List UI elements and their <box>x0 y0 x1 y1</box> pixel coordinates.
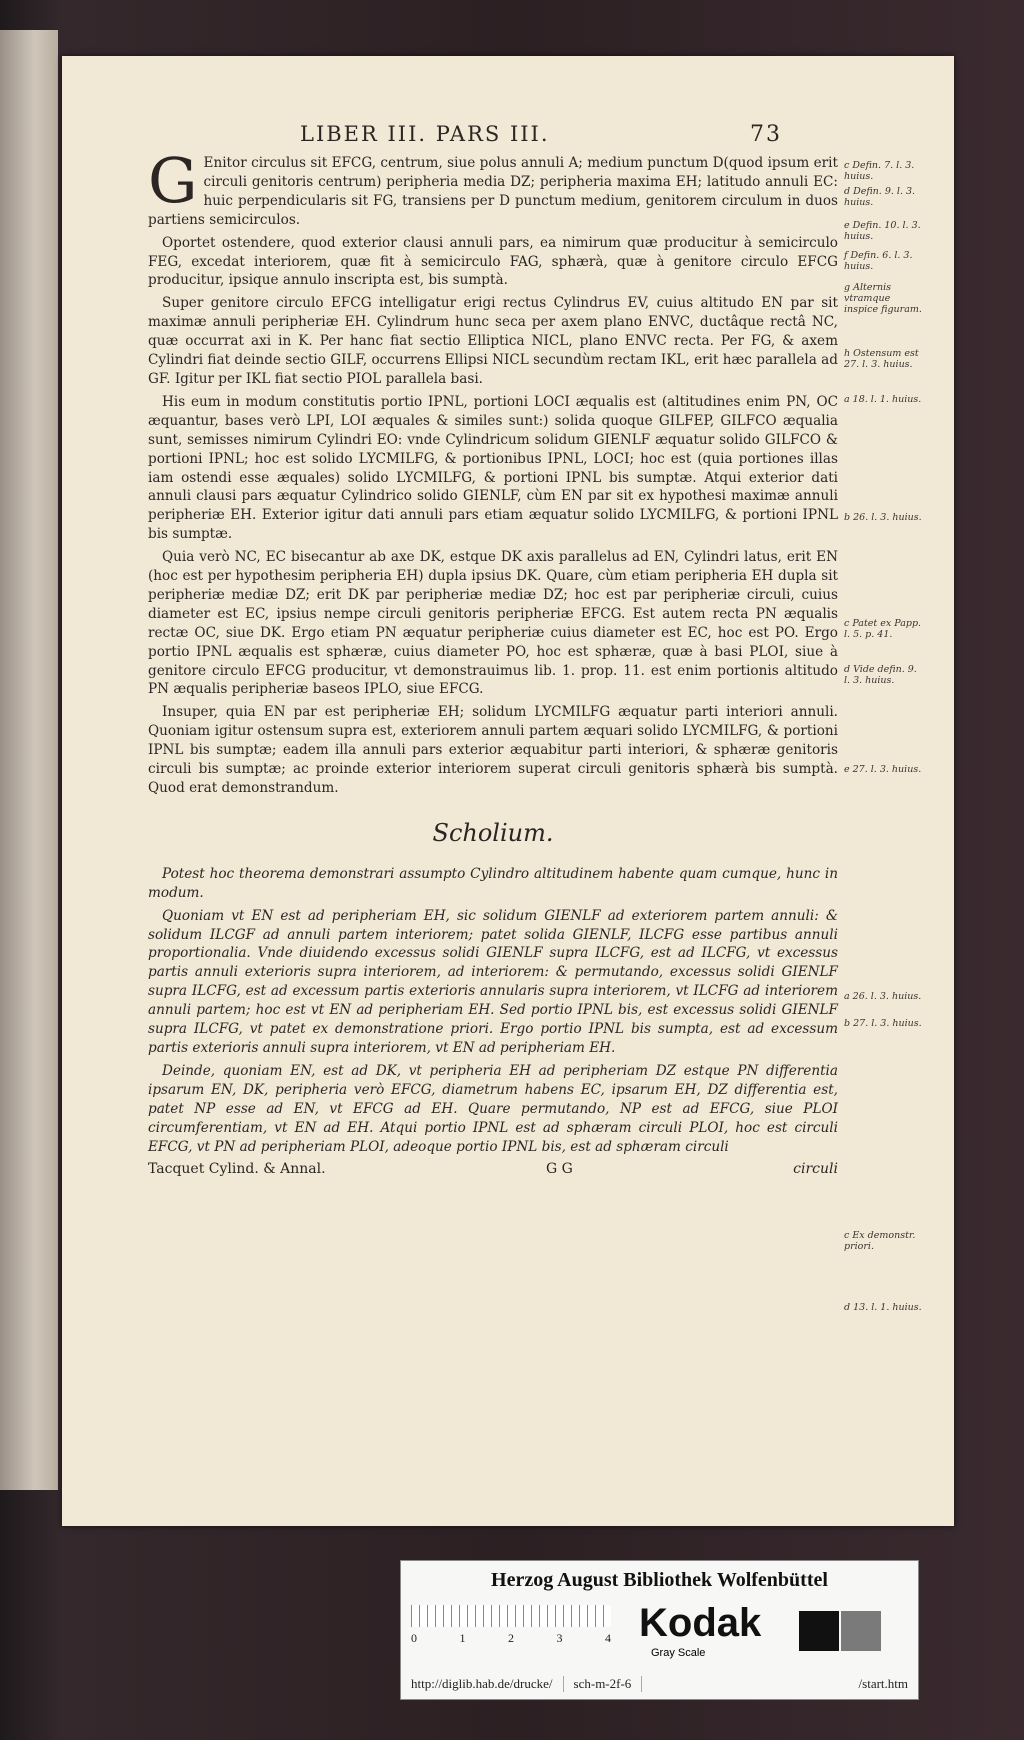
marginal-note: f Defin. 6. l. 3. huius. <box>844 250 913 272</box>
marginal-note: d 13. l. 1. huius. <box>844 1302 922 1313</box>
facing-page-edge <box>0 30 58 1490</box>
marginal-note: c Defin. 7. l. 3. huius. <box>844 160 915 182</box>
marginal-note: e 27. l. 3. huius. <box>844 764 922 775</box>
main-text <box>148 144 838 1179</box>
paragraph: Deinde, quoniam EN, est ad DK, vt peripheria EH ad peripheriam DZ estque PN differentia ipsarum EN, DK, peripheria verò EFCG, diametrum habens EC, ipsarum EH, DZ differentia est, patet NP esse ad EN, vt EFCG ad EH. Quare permutando, NP est ad EFCG, siue PLOI circumferentiam, vt EN ad EH. Atqui portio IPNL est ad sphæram circuli PLOI, hoc est circuli EFCG, vt PN ad peripheriam PLOI, adeoque portio IPNL bis, est ad sphæram circuli <box>148 1062 838 1155</box>
scholium-text <box>148 865 838 1157</box>
marginal-note: d Defin. 9. l. 3. huius. <box>844 186 916 208</box>
marginal-note: d Vide defin. 9. l. 3. huius. <box>844 664 917 686</box>
color-calibration-bar <box>400 1560 919 1700</box>
running-title: LIBER III. PARS III. <box>300 122 550 146</box>
url-bar <box>401 1669 918 1699</box>
marginal-note: a 18. l. 1. huius. <box>844 394 922 405</box>
black-swatch <box>799 1611 839 1651</box>
kodak-logo: Kodak <box>639 1601 762 1645</box>
catchword: circuli <box>793 1161 838 1178</box>
marginal-note: b 26. l. 3. huius. <box>844 512 922 523</box>
book-page <box>62 56 954 1526</box>
marginal-note: c Ex demonstr. priori. <box>844 1230 916 1252</box>
signature-mark: G G <box>545 1161 573 1178</box>
drop-cap: G <box>148 144 198 217</box>
marginal-note: a 26. l. 3. huius. <box>844 991 922 1002</box>
marginal-note: b 27. l. 3. huius. <box>844 1018 922 1029</box>
paragraph: Quia verò NC, EC bisecantur ab axe DK, estque DK axis parallelus ad EN, Cylindri latus, erit EN (hoc est per hypothesim peripheria EH) dupla ipsius DK. Quare, cùm etiam peripheria EH dupla sit peripheriæ mediæ DZ; erit DK par peripheriæ mediæ DZ; hoc est par peripheriæ circuli, cuius diameter est EC, ipsius nempe circuli genitoris peripheriæ EFCG. Est autem recta PN æqualis rectæ OC, siue DK. Ergo etiam PN æquatur peripheriæ cuius diameter est EC, hoc est PO. Ergo portio IPNL æqualis est sphæræ, cuius diameter PO, hoc est sphæræ, quæ à basi PLOI, siue à genitore circulo EFCG producitur, vt demonstrauimus lib. 1. prop. 11. est enim portionis altitudo PN æqualis peripheriæ baseos IPLO, siue EFCG. <box>148 549 838 698</box>
paragraph: Super genitore circulo EFCG intelligatur erigi rectus Cylindrus EV, cuius altitudo EN par sit maximæ annuli peripheriæ EH. Cylindrum hunc seca per axem plano ENVC, ductâque rectâ NC, quæ occurrat axi in K. Per hanc fiat sectio Elliptica NICL, plano ENVC recta. Per FG, & axem Cylindri fiat deinde sectio GILF, occurrens Ellipsi NICL secundùm rectam IKL, erit hæc parallela ad GF. Igitur per IKL fiat sectio PIOL parallela basi. <box>148 295 838 387</box>
paragraph: Quoniam vt EN est ad peripheriam EH, sic solidum GIENLF ad exteriorem partem annuli: & solidum ILCGF ad annuli partem interiorem; patet solida GIENLF, ILCFG esse partibus annuli proportionalia. Vnde diuidendo excessus solidi GIENLF supra ILCFG, est ad ILCFG, vt excessus partis annuli exterioris supra interiorem, ad interiorem: & permutando, excessus solidi GIENLF supra ILCFG, est ad excessum partis exterioris annularis supra interiorem, vt ILCFG ad interiorem annuli partem; hoc est vt EN ad peripheriam EH. Sed portio IPNL bis, est excessus solidi GIENLF supra ILCFG, vt patet ex demonstratione priori. Ergo portio IPNL bis sumpta, est ad excessum partis exterioris annuli supra interiorem, vt EN ad peripheriam EH. <box>148 907 838 1056</box>
signature-title: Tacquet Cylind. & Annal. <box>148 1161 326 1178</box>
paragraph: Insuper, quia EN par est peripheriæ EH; solidum LYCMILFG æquatur parti interiori annuli. Quoniam igitur ostensum supra est, exteriorem annuli partem æquari solido LYCMILFG, & portioni IPNL bis sumptæ; eadem illa annuli pars exterior æquabitur parti interiori, & sphæræ genitoris circuli bis sumptæ; ac proinde exterior interiorem superat circuli genitoris sphærà bis sumptà. Quod erat demonstrandum. <box>148 704 838 796</box>
scale-ruler <box>411 1605 611 1627</box>
library-name: Herzog August Bibliothek Wolfenbüttel <box>491 1569 828 1591</box>
library-url: http://diglib.hab.de/drucke/ <box>401 1676 564 1692</box>
page-number: 73 <box>750 122 782 147</box>
shelfmark: sch-m-2f-6 <box>564 1676 643 1692</box>
marginal-note: h Ostensum est 27. l. 3. huius. <box>844 348 919 370</box>
gray-scale-label: Gray Scale <box>651 1647 706 1659</box>
ruler-ticks: 0 1 2 3 4 <box>411 1631 611 1645</box>
signature-line <box>148 1160 838 1179</box>
start-link: /start.htm <box>858 1676 908 1691</box>
paragraph: G Enitor circulus sit EFCG, centrum, siue polus annuli A; medium punctum D(quod ipsum erit circuli genitoris centrum) peripheria media DZ; peripheria maxima EH; latitudo annuli EC: huic perpendicularis sit FG, transiens per D punctum medium, genitorem circulum in duos partiens semicirculos. <box>148 144 838 228</box>
scholium-title: Scholium. <box>432 818 554 847</box>
paragraph: His eum in modum constitutis portio IPNL, portioni LOCI æqualis est (altitudines enim PN, OC æquantur, bases verò LPI, LOI æquales & similes sunt:) solida quoque GILFEP, GILFCO æqualia sunt, semisses nimirum Cylindri EO: vnde Cylindricum solidum GIENLF æquatur solido GILFCO & portioni IPNL; hoc est solido LYCMILFG, & portionibus IPNL, LOCI; hoc est (quia portiones illas iam ostendi esse æquales) solido LYCMILFG, & portioni IPNL bis sumptæ. Atqui exterior dati annuli clausi pars æquatur Cylindrico solido GIENLF, cùm EN par sit ex hypothesi maximæ annuli peripheriæ EH. Exterior igitur dati annuli pars etiam æquatur solido LYCMILFG, & portioni IPNL bis sumptæ. <box>148 393 838 543</box>
marginal-note: g Alternis vtramque inspice figuram. <box>844 282 922 315</box>
paragraph: Oportet ostendere, quod exterior clausi annuli pars, ea nimirum quæ producitur à semicirculo FEG, excedat interiorem, quæ fit à semicirculo FAG, sphærà, quæ à genitore circulo EFCG producitur, ipsique annulo inscripta est, bis sumptà. <box>148 234 838 289</box>
marginal-note: c Patet ex Papp. l. 5. p. 41. <box>844 618 922 640</box>
marginal-note: e Defin. 10. l. 3. huius. <box>844 220 921 242</box>
gray-swatch <box>841 1611 881 1651</box>
paragraph: Potest hoc theorema demonstrari assumpto Cylindro altitudinem habente quam cumque, hunc in modum. <box>148 865 838 901</box>
